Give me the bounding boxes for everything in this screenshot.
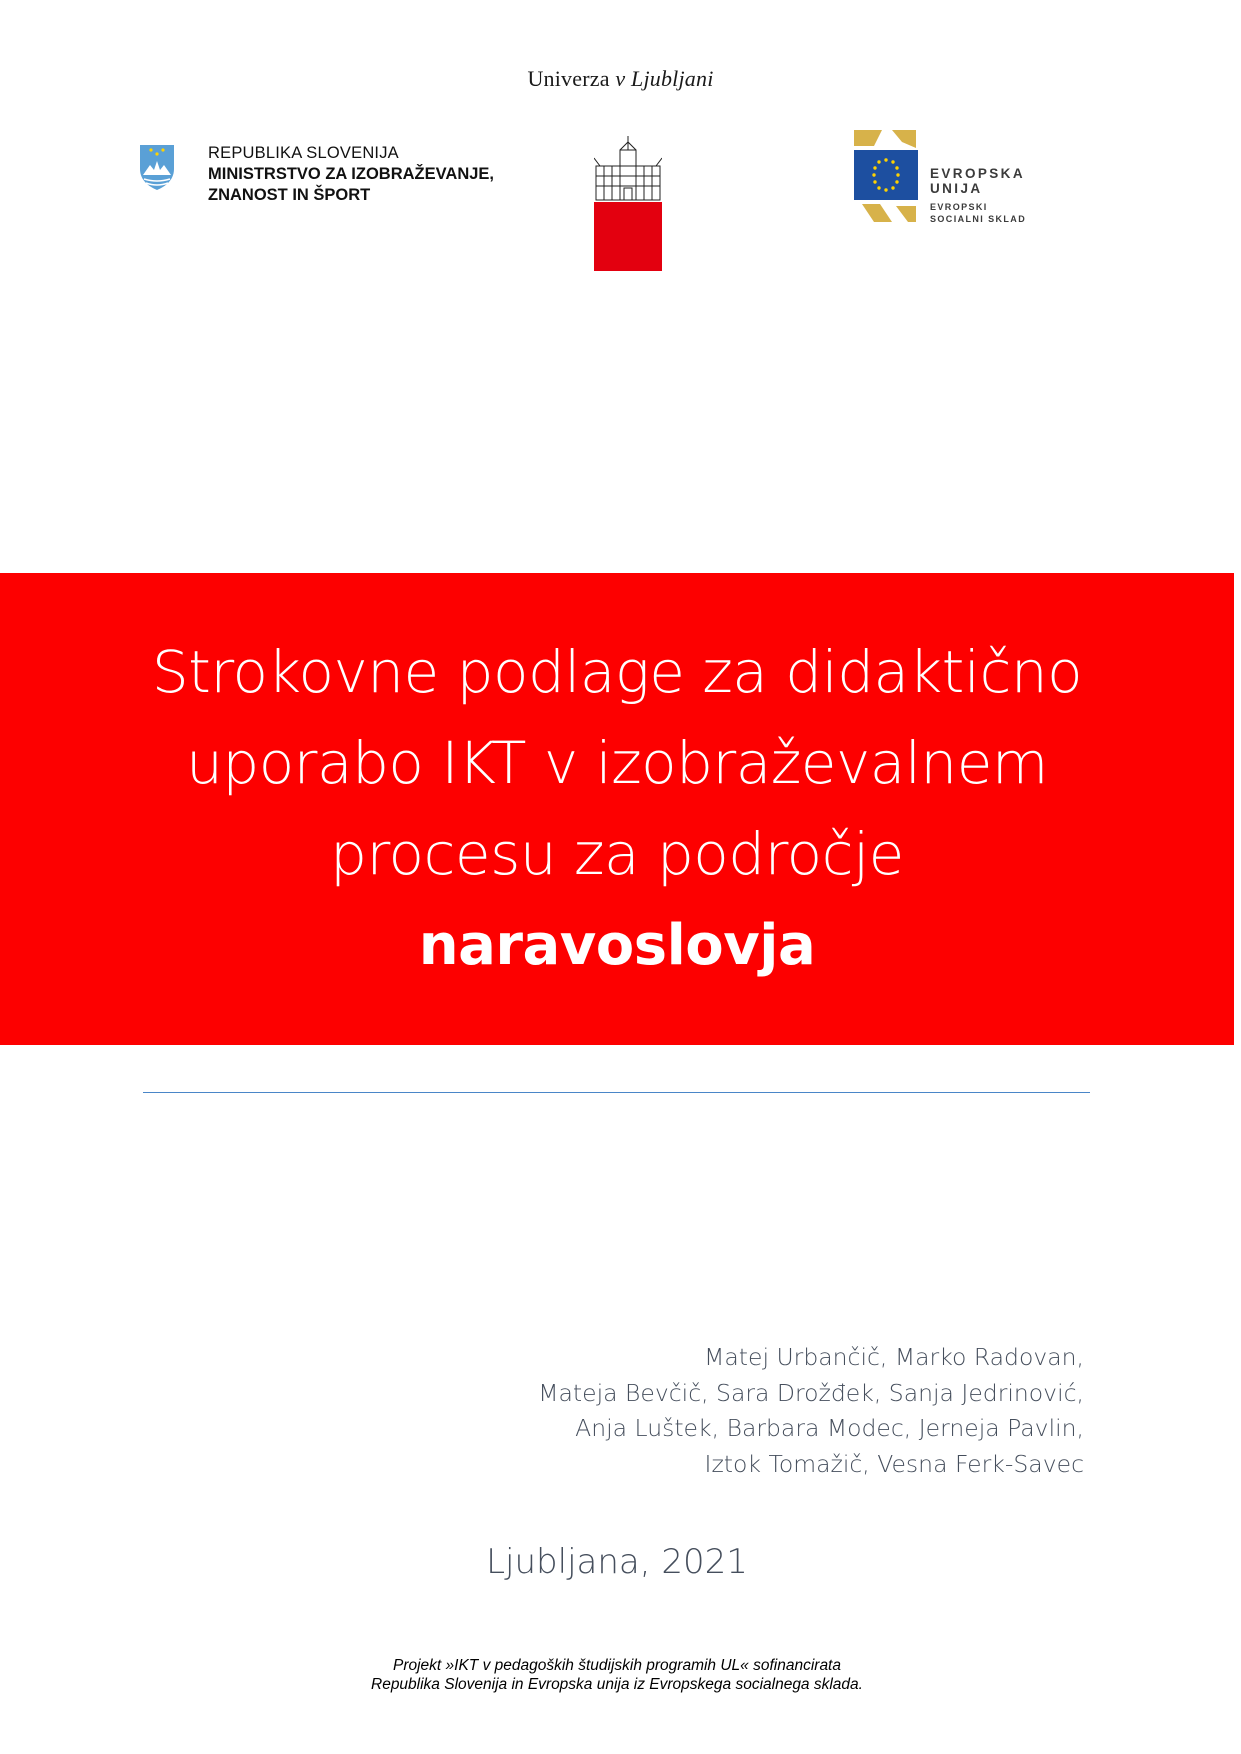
title-line-1: Strokovne podlage za didaktično xyxy=(151,638,1083,706)
eu-flag-icon xyxy=(852,130,922,222)
place-and-year: Ljubljana, 2021 xyxy=(486,1542,748,1582)
university-name-italic: v Ljubljani xyxy=(615,66,714,91)
ministry-line-3: ZNANOST IN ŠPORT xyxy=(208,186,371,204)
slovenia-crest-icon xyxy=(138,143,176,191)
ministry-logo-text xyxy=(208,143,494,206)
title-subject: naravoslovja xyxy=(418,913,816,978)
eu-line-2: EVROPSKI xyxy=(930,202,988,212)
authors-line: Anja Luštek, Barbara Modec, Jerneja Pavlin, xyxy=(575,1414,1084,1442)
authors-block xyxy=(384,1340,1084,1482)
authors-line: Mateja Bevčič, Sara Drožđek, Sanja Jedrinović, xyxy=(538,1378,1084,1407)
footer-line-2: Republika Slovenija in Evropska unija iz Evropskega socialnega sklada. xyxy=(371,1676,863,1693)
document-title xyxy=(0,627,1234,991)
title-line-3: procesu za področje xyxy=(330,820,904,888)
eu-social-fund-logo xyxy=(852,130,1082,222)
eu-line-1: EVROPSKA UNIJA xyxy=(930,166,1025,196)
university-header xyxy=(0,66,1241,92)
ministry-logo xyxy=(138,143,518,213)
ministry-line-2: MINISTRSTVO ZA IZOBRAŽEVANJE, xyxy=(208,165,495,183)
authors-line: Iztok Tomažič, Vesna Ferk-Savec xyxy=(704,1449,1084,1478)
title-band xyxy=(0,573,1234,1045)
university-of-ljubljana-logo xyxy=(594,136,662,271)
eu-logo-text xyxy=(930,166,1082,225)
eu-line-3: SOCIALNI SKLAD xyxy=(930,214,1027,224)
authors-line: Matej Urbančič, Marko Radovan, xyxy=(704,1343,1084,1371)
ministry-line-1: REPUBLIKA SLOVENIJA xyxy=(208,144,399,162)
title-divider xyxy=(143,1092,1090,1093)
footer-line-1: Projekt »IKT v pedagoških študijskih programih UL« sofinancirata xyxy=(392,1657,841,1674)
funding-footer xyxy=(0,1656,1234,1694)
university-name-prefix: Univerza xyxy=(527,66,616,91)
title-line-2: uporabo IKT v izobraževalnem xyxy=(186,729,1048,797)
